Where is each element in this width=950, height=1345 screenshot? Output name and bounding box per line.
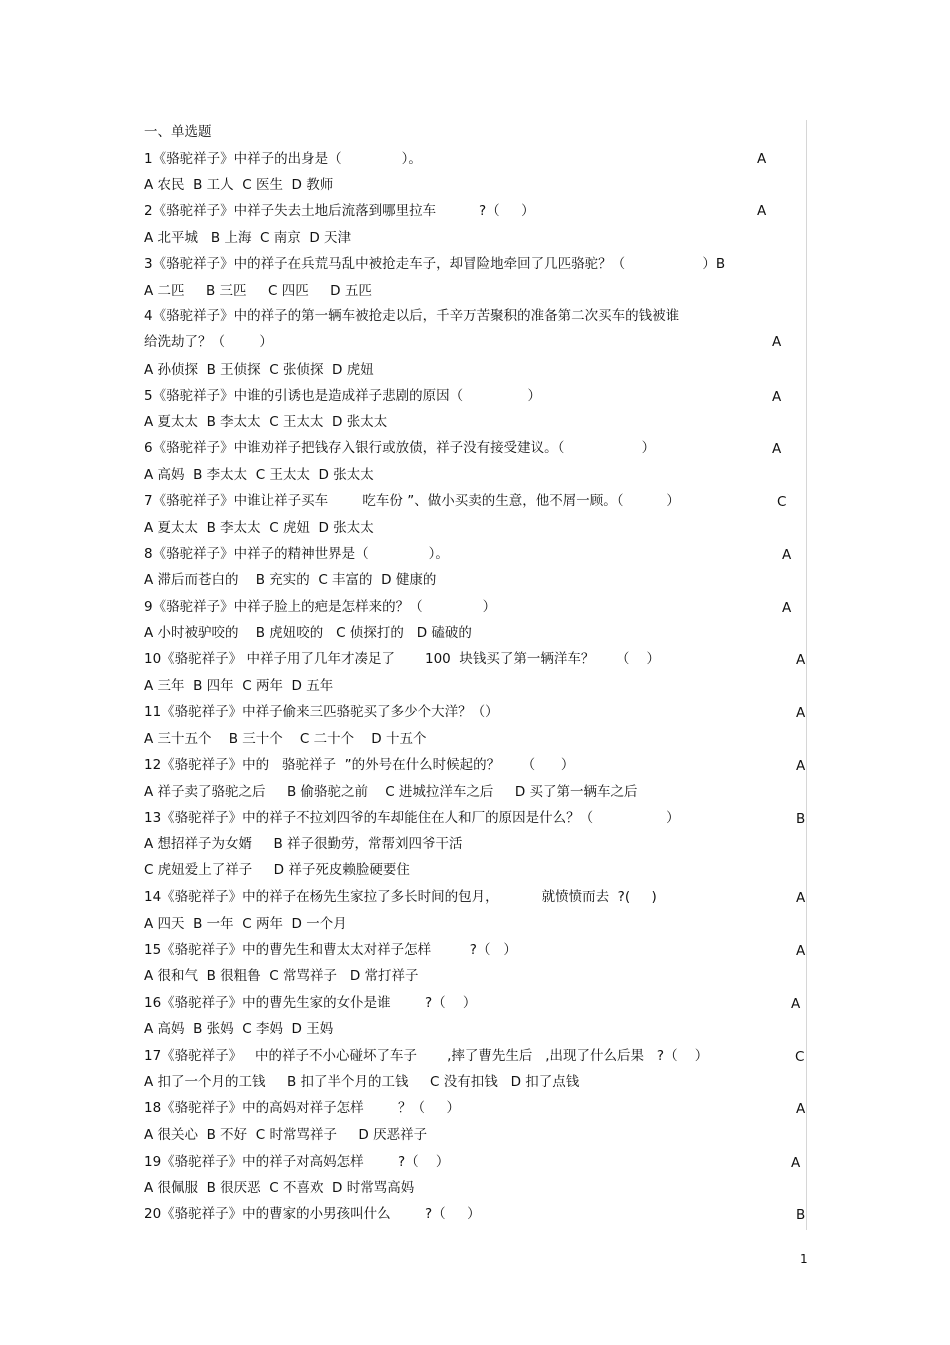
question-2: 2《骆驼祥子》中祥子失去土地后流落到哪里拉车 ?（ ） — [144, 203, 535, 219]
answer-19: A — [791, 1155, 801, 1171]
options-16: A 高妈 B 张妈 C 李妈 D 王妈 — [144, 1021, 334, 1037]
options-17: A 扣了一个月的工钱 B 扣了半个月的工钱 C 没有扣钱 D 扣了点钱 — [144, 1074, 580, 1090]
answer-10: A — [796, 652, 806, 668]
options-13b: C 虎妞爱上了祥子 D 祥子死皮赖脸硬要住 — [144, 862, 410, 878]
options-8: A 滞后而苍白的 B 充实的 C 丰富的 D 健康的 — [144, 572, 437, 588]
options-18: A 很关心 B 不好 C 时常骂祥子 D 厌恶祥子 — [144, 1127, 428, 1143]
answer-7: C — [777, 494, 787, 510]
question-17: 17《骆驼祥子》 中的祥子不小心碰坏了车子 ,摔了曹先生后 ,出现了什么后果 ?（ ） — [144, 1048, 709, 1064]
options-6: A 高妈 B 李太太 C 王太太 D 张太太 — [144, 467, 374, 483]
options-4: A 孙侦探 B 王侦探 C 张侦探 D 虎妞 — [144, 362, 374, 378]
question-3: 3《骆驼祥子》中的祥子在兵荒马乱中被抢走车子，却冒险地牵回了几匹骆驼？（ ）B — [144, 256, 726, 272]
options-12: A 祥子卖了骆驼之后 B 偷骆驼之前 C 进城拉洋车之后 D 买了第一辆车之后 — [144, 784, 638, 800]
options-11: A 三十五个 B 三十个 C 二十个 D 十五个 — [144, 731, 427, 747]
question-7: 7《骆驼祥子》中谁让祥子买车 吃车份 ”、做小买卖的生意，他不屑一顾。（ ） — [144, 493, 680, 509]
question-15: 15《骆驼祥子》中的曹先生和曹太太对祥子怎样 ?（ ） — [144, 942, 517, 958]
options-9: A 小时被驴咬的 B 虎妞咬的 C 侦探打的 D 磕破的 — [144, 625, 472, 641]
answer-18: A — [796, 1101, 806, 1117]
options-7: A 夏太太 B 李太太 C 虎妞 D 张太太 — [144, 520, 374, 536]
question-14: 14《骆驼祥子》中的祥子在杨先生家拉了多长时间的包月， 就愤愤而去 ?( ) — [144, 889, 657, 905]
answer-20: B — [796, 1207, 806, 1223]
question-4: 4《骆驼祥子》中的祥子的第一辆车被抢走以后，千辛万苦聚积的准备第二次买车的钱被谁 — [144, 308, 680, 324]
page-number: 1 — [800, 1252, 808, 1266]
question-4-cont: 给洗劫了？（ ） — [144, 334, 273, 350]
question-6: 6《骆驼祥子》中谁劝祥子把钱存入银行或放债，祥子没有接受建议。（ ） — [144, 440, 656, 456]
answer-13: B — [796, 811, 806, 827]
answer-9: A — [782, 600, 792, 616]
question-11: 11《骆驼祥子》中祥子偷来三匹骆驼买了多少个大洋？（） — [144, 704, 499, 720]
question-9: 9《骆驼祥子》中祥子脸上的疤是怎样来的？（ ） — [144, 599, 497, 615]
section-title: 一、单选题 — [144, 124, 212, 140]
answer-17: C — [795, 1049, 805, 1065]
question-16: 16《骆驼祥子》中的曹先生家的女仆是谁 ?（ ） — [144, 995, 477, 1011]
answer-12: A — [796, 758, 806, 774]
question-20: 20《骆驼祥子》中的曹家的小男孩叫什么 ?（ ） — [144, 1206, 481, 1222]
options-14: A 四天 B 一年 C 两年 D 一个月 — [144, 916, 347, 932]
answer-14: A — [796, 890, 806, 906]
answer-4: A — [772, 334, 782, 350]
answer-1: A — [757, 151, 767, 167]
options-15: A 很和气 B 很粗鲁 C 常骂祥子 D 常打祥子 — [144, 968, 419, 984]
answer-8: A — [782, 547, 792, 563]
options-19: A 很佩服 B 很厌恶 C 不喜欢 D 时常骂高妈 — [144, 1180, 415, 1196]
options-3: A 二匹 B 三匹 C 四匹 D 五匹 — [144, 283, 372, 299]
question-5: 5《骆驼祥子》中谁的引诱也是造成祥子悲剧的原因（ ） — [144, 388, 541, 404]
answer-5: A — [772, 389, 782, 405]
options-1: A 农民 B 工人 C 医生 D 教师 — [144, 177, 334, 193]
right-margin-rule — [806, 120, 807, 1230]
answer-16: A — [791, 996, 801, 1012]
question-19: 19《骆驼祥子》中的祥子对高妈怎样 ?（ ） — [144, 1154, 450, 1170]
answer-15: A — [796, 943, 806, 959]
options-13a: A 想招祥子为女婿 B 祥子很勤劳，常帮刘四爷干活 — [144, 836, 463, 852]
options-10: A 三年 B 四年 C 两年 D 五年 — [144, 678, 334, 694]
question-10: 10《骆驼祥子》 中祥子用了几年才凑足了 100 块钱买了第一辆洋车？ （ ） — [144, 651, 660, 667]
options-5: A 夏太太 B 李太太 C 王太太 D 张太太 — [144, 414, 388, 430]
question-13: 13《骆驼祥子》中的祥子不拉刘四爷的车却能住在人和厂的原因是什么？（ ） — [144, 810, 680, 826]
question-8: 8《骆驼祥子》中祥子的精神世界是（ ）。 — [144, 546, 449, 562]
question-12: 12《骆驼祥子》中的 骆驼祥子 ”的外号在什么时候起的？ （ ） — [144, 757, 575, 773]
question-18: 18《骆驼祥子》中的高妈对祥子怎样 ？（ ） — [144, 1100, 460, 1116]
answer-11: A — [796, 705, 806, 721]
question-1: 1《骆驼祥子》中祥子的出身是（ ）。 — [144, 151, 422, 167]
answer-6: A — [772, 441, 782, 457]
answer-2: A — [757, 203, 767, 219]
options-2: A 北平城 B 上海 C 南京 D 天津 — [144, 230, 352, 246]
